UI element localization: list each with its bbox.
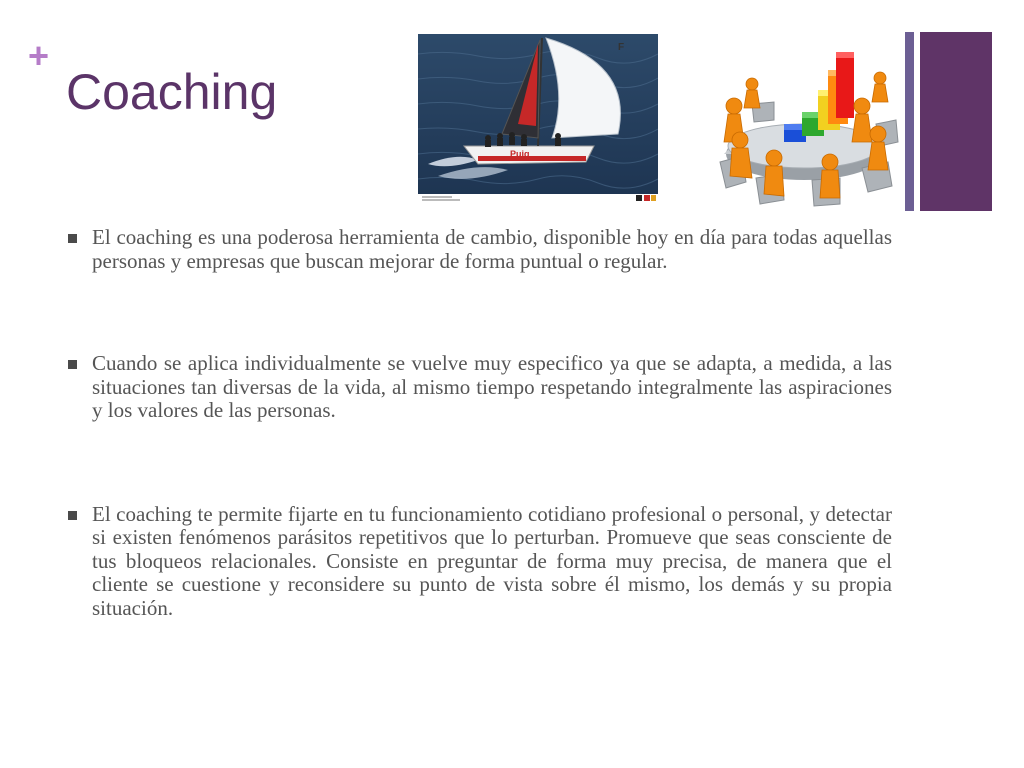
square-bullet-icon bbox=[68, 511, 77, 520]
bullet-item bbox=[68, 352, 892, 423]
square-bullet-icon bbox=[68, 234, 77, 243]
bullet-item bbox=[68, 503, 892, 621]
plus-icon: + bbox=[28, 35, 50, 76]
bullet-item bbox=[68, 226, 892, 273]
sailboat-photo bbox=[418, 34, 658, 204]
bullet-text: Cuando se aplica individualmente se vuelve muy especifico ya que se adapta, a medida, a las situaciones tan diversas de la vida, al mismo tiempo respetando integralmente las aspiraciones y los valores de las personas. bbox=[92, 351, 892, 422]
bullet-text: El coaching te permite fijarte en tu funcionamiento cotidiano profesional o personal, y detectar si existen fenómenos parásitos repetitivos que lo perturban. Promueve que seas consciente de tus bloqueos relacionales. Consiste en preguntar de forma muy precisa, de manera que el cliente se cuestione y reconsidere su punto de vista sobre él mismo, los demás y su propia situación. bbox=[92, 501, 892, 620]
square-bullet-icon bbox=[68, 360, 77, 369]
bullet-list bbox=[68, 226, 892, 620]
meeting-chart-clipart bbox=[712, 50, 902, 210]
sail-text: F bbox=[618, 42, 625, 53]
slide-title: Coaching bbox=[66, 64, 278, 120]
side-accent-bar-thin bbox=[905, 32, 914, 211]
bullet-text: El coaching es una poderosa herramienta de cambio, disponible hoy en día para todas aquellas personas y empresas que buscan mejorar de forma puntual o regular. bbox=[92, 225, 892, 273]
side-accent-bar-thick bbox=[920, 32, 992, 211]
boat-hull-text: Puig bbox=[510, 149, 530, 159]
